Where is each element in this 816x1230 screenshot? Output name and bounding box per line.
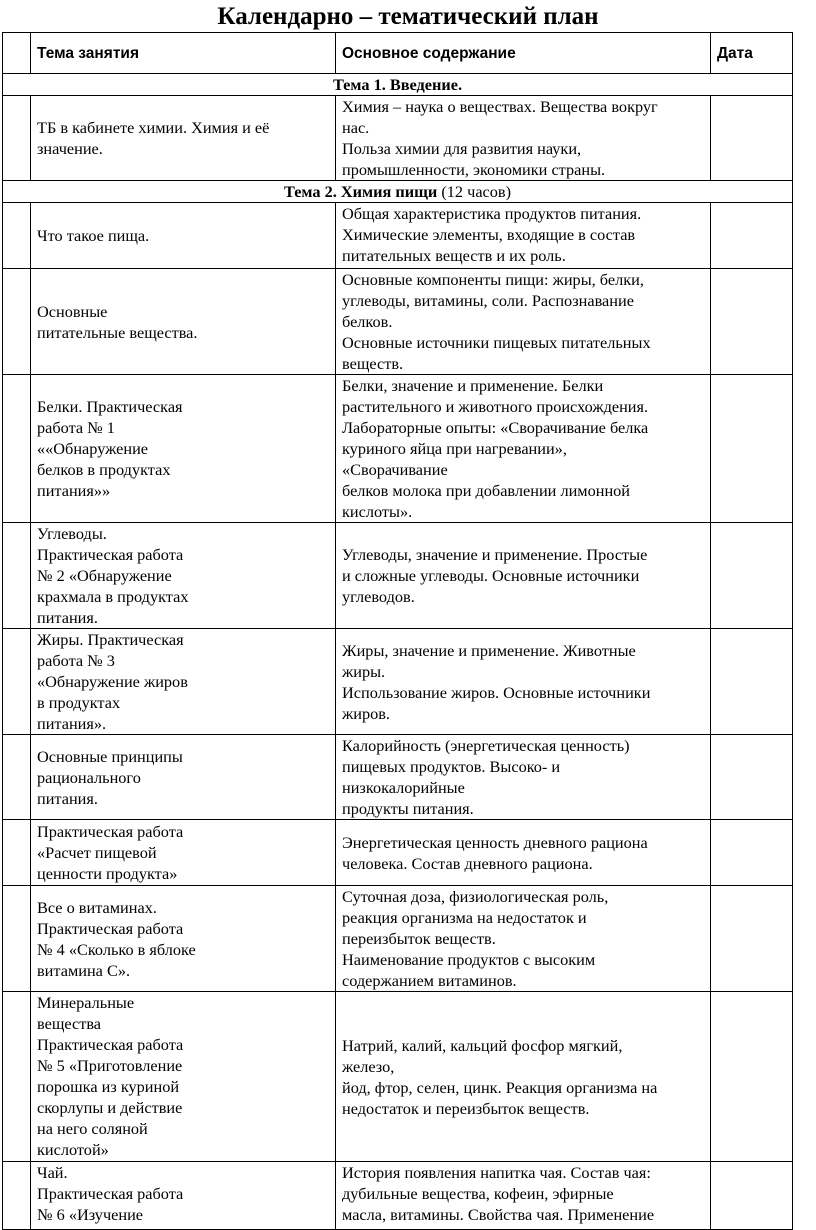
lesson-row [3,96,793,181]
text-line: недостаток и переизбыток веществ. [342,1098,590,1118]
lesson-date[interactable] [711,203,793,269]
text-line: жиры. [342,661,386,681]
text-line: питательных веществ и их роль. [342,246,566,265]
text-line: кислоты». [342,502,413,521]
text-line: растительного и животного происхождения. [342,397,649,416]
lesson-date[interactable] [711,886,793,992]
lesson-topic [31,992,336,1162]
text-line: Что такое пища. [37,226,150,245]
lesson-topic [31,820,336,886]
text-line: Химические элементы, входящие в состав [342,225,636,244]
text-line: углеводы, витамины, соли. Распознавание [342,291,634,310]
index-cell [3,523,31,629]
table-header-row [3,33,793,74]
lesson-row [3,992,793,1162]
header-date: Дата [711,33,793,74]
header-index-cell [3,33,31,74]
topic-section-hours: (12 часов) [437,182,512,201]
text-line: продукты питания. [342,799,474,818]
lesson-date[interactable] [711,735,793,820]
text-line: Польза химии для развития науки, [342,139,582,158]
text-line: дубильные вещества, кофеин, эфирные [342,1184,614,1203]
text-line: питания. [37,608,98,627]
text-line: Практическая работа [37,1184,184,1203]
lesson-row [3,203,793,269]
text-line: белков в продуктах [37,460,171,479]
text-line: витамина С». [37,960,131,980]
text-line: Практическая работа [37,1035,184,1054]
lesson-content [336,1162,711,1230]
text-line: масла, витамины. Свойства чая. Применение [342,1205,655,1224]
text-line: Все о витаминах. [37,897,157,917]
text-line: питания. [37,788,98,808]
page-title: Календарно – тематический план [217,3,599,30]
text-line: Лабораторные опыты: «Сворачивание белка [342,418,649,437]
text-line: История появления напитка чая. Состав чая: [342,1163,651,1182]
text-line: Белки, значение и применение. Белки [342,376,604,395]
index-cell [3,992,31,1162]
header-content: Основное содержание [336,33,711,74]
text-line: порошка из куриной [37,1077,180,1096]
text-line: № 4 «Сколько в яблоке [37,939,196,959]
text-line: белков. [342,312,393,331]
text-line: низкокалорийные [342,778,465,797]
lesson-content [336,96,711,181]
lesson-content [336,992,711,1162]
index-cell [3,203,31,269]
lesson-content [336,375,711,523]
lesson-content [336,820,711,886]
text-line: Чай. [37,1163,68,1182]
lesson-topic [31,886,336,992]
lesson-date[interactable] [711,992,793,1162]
index-cell [3,735,31,820]
text-line: реакция организма на недостаток и [342,908,587,927]
lesson-topic [31,269,336,375]
lesson-date[interactable] [711,820,793,886]
text-line: питательные вещества. [37,322,198,342]
lesson-topic [31,735,336,820]
text-line: работа № 3 [37,651,115,670]
lesson-topic [31,523,336,629]
text-line: № 5 «Приготовление [37,1056,183,1075]
lesson-row [3,820,793,886]
topic-section-row [3,181,793,203]
text-line: Основные [37,301,108,321]
index-cell [3,886,31,992]
lesson-content [336,629,711,735]
text-line: ТБ в кабинете химии. Химия и её [37,118,270,137]
lesson-row [3,886,793,992]
lesson-content [336,203,711,269]
text-line: человека. Состав дневного рациона. [342,853,593,873]
text-line: Углеводы. [37,524,107,543]
text-line: железо, [342,1056,395,1076]
lesson-row [3,1162,793,1230]
text-line: № 6 «Изучение [37,1205,144,1224]
header-topic: Тема занятия [31,33,336,74]
text-line: нас. [342,118,370,137]
lesson-row [3,523,793,629]
text-line: питания». [37,714,107,733]
lesson-content [336,886,711,992]
index-cell [3,96,31,181]
index-cell [3,820,31,886]
text-line: Химия – наука о веществах. Вещества вокруг [342,97,658,116]
text-line: скорлупы и действие [37,1098,183,1117]
lesson-date[interactable] [711,269,793,375]
lesson-topic [31,1162,336,1230]
topic-section-title [3,74,793,96]
text-line: Общая характеристика продуктов питания. [342,204,642,223]
text-line: Основные компоненты пищи: жиры, белки, [342,270,644,289]
text-line: йод, фтор, селен, цинк. Реакция организма на [342,1077,658,1097]
lesson-content [336,735,711,820]
lesson-date[interactable] [711,629,793,735]
text-line: Натрий, калий, кальций фосфор мягкий, [342,1035,623,1055]
text-line: Углеводы, значение и применение. Простые [342,545,648,564]
text-line: питания»» [37,481,111,500]
text-line: переизбыток веществ. [342,929,496,948]
text-line: Суточная доза, физиологическая роль, [342,887,609,906]
text-line: крахмала в продуктах [37,587,189,606]
text-line: жиров. [342,703,391,723]
lesson-date[interactable] [711,375,793,523]
text-line: Практическая работа [37,918,184,938]
text-line: кислотой» [37,1140,109,1159]
text-line: ««Обнаружение [37,439,149,458]
text-line: № 2 «Обнаружение [37,566,172,585]
text-line: Калорийность (энергетическая ценность) [342,736,630,755]
thematic-plan-table [2,32,793,1230]
lesson-row [3,375,793,523]
topic-section-name: Тема 1. Введение. [332,75,463,94]
text-line: рационального [37,767,141,787]
lesson-row [3,629,793,735]
text-line: Основные источники пищевых питательных [342,333,651,352]
topic-section-name: Тема 2. Химия пищи [283,182,438,201]
text-line: Энергетическая ценность дневного рациона [342,832,648,852]
lesson-topic [31,629,336,735]
lesson-content [336,523,711,629]
text-line: Использование жиров. Основные источники [342,682,651,702]
text-line: белков молока при добавлении лимонной [342,481,631,500]
index-cell [3,1162,31,1230]
text-line: Белки. Практическая [37,397,183,416]
text-line: Практическая работа [37,545,184,564]
text-line: пищевых продуктов. Высоко- и [342,757,561,776]
text-line: «Сворачивание [342,460,448,479]
index-cell [3,269,31,375]
text-line: и сложные углеводы. Основные источники [342,566,640,585]
text-line: ценности продукта» [37,864,178,883]
text-line: Жиры. Практическая [37,630,184,649]
text-line: Практическая работа [37,822,184,841]
text-line: значение. [37,139,103,158]
lesson-topic [31,96,336,181]
text-line: куриного яйца при нагревании», [342,439,567,458]
text-line: Наименование продуктов с высоким [342,950,596,969]
text-line: «Расчет пищевой [37,843,157,862]
lesson-date[interactable] [711,1162,793,1230]
text-line: Минеральные [37,993,135,1012]
text-line: Жиры, значение и применение. Животные [342,640,636,660]
lesson-date[interactable] [711,523,793,629]
index-cell [3,375,31,523]
text-line: веществ. [342,354,404,373]
lesson-row [3,735,793,820]
lesson-content [336,269,711,375]
text-line: углеводов. [342,587,415,606]
text-line: «Обнаружение жиров [37,672,188,691]
text-line: Основные принципы [37,746,183,766]
text-line: промышленности, экономики страны. [342,160,606,179]
topic-section-title [3,181,793,203]
lesson-row [3,269,793,375]
text-line: вещества [37,1014,102,1033]
lesson-date[interactable] [711,96,793,181]
lesson-topic [31,203,336,269]
index-cell [3,629,31,735]
lesson-topic [31,375,336,523]
text-line: в продуктах [37,693,121,712]
text-line: содержанием витаминов. [342,971,517,990]
topic-section-row [3,74,793,96]
text-line: работа № 1 [37,418,115,437]
text-line: на него соляной [37,1119,148,1138]
